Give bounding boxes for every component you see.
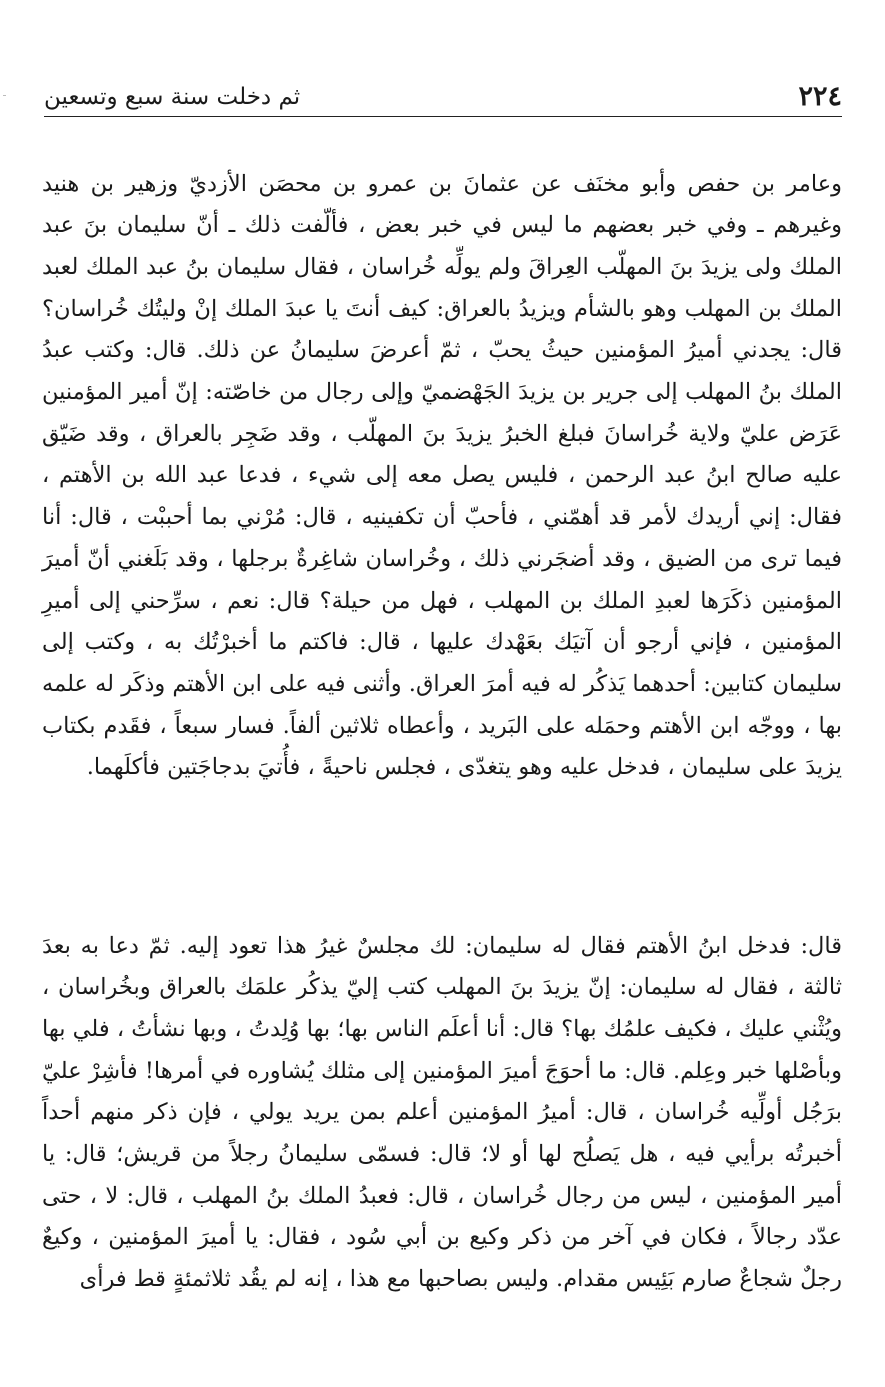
body-paragraph-2: قال: فدخل ابنُ الأهتم فقال له سليمان: لك مجلسٌ غيرُ هذا تعود إليه. ثمّ دعا به بعدَ ثالثة ، فقال له سليمان: إنّ يزيدَ بنَ المهلب كتب إليّ يذكُر علمَك بالعراق وبخُراسان ، ويُثْني عليك ، فكيف علمُك بها؟ قال: أنا أعلَم الناس بها؛ بها وُلِدتُ ، وبها نشأتُ ، فلي بها وبأصْلها خبر وعِلم. قال: ما أحوَجَ أميرَ المؤمنين إلى مثلك يُشاوره في أمرها! فأشِرْ عليّ برَجُل أولِّيه خُراسان ، قال: أميرُ المؤمنين أعلم بمن يريد يولي ، فإن ذكر منهم أحداً أخبرتُه برأيي فيه ، هل يَصلُح لها أو لا؛ قال: فسمّى سليمانُ رجلاً من قريش؛ قال: يا أمير المؤمنين ، ليس من رجال خُراسان ، قال: فعبدُ الملك بنُ المهلب ، قال: لا ، حتى عدّد رجالاً ، فكان في آخر من ذكر وكيع بن أبي سُود ، فقال: يا أميرَ المؤمنين ، وكيعٌ رجلٌ شجاعٌ صارم بَئِيس مقدام. وليس بصاحبها مع هذا ، إنه لم يقُد ثلاثمئةٍ قط فرأى	[42, 932, 842, 1293]
running-title: ثم دخلت سنة سبع وتسعين	[44, 84, 301, 110]
page-header	[44, 70, 842, 117]
body-paragraph-1: وعامر بن حفص وأبو مخنَف عن عثمانَ بن عمرو بن محصَن الأزديّ وزهير بن هنيد وغيرهم ـ وفي خبر بعضهم ما ليس في خبر بعض ، فألّفت ذلك ـ أنّ سليمان بنَ عبد الملك ولى يزيدَ بنَ المهلّب العِراقَ ولم يولِّه خُراسان ، فقال سليمان بنُ عبد الملك لعبد الملك بن المهلب وهو بالشأم ويزيدُ بالعراق: كيف أنتَ يا عبدَ الملك إنْ وليتُك خُراسان؟ قال: يجدني أميرُ المؤمنين حيثُ يحبّ ، ثمّ أعرضَ سليمانُ عن ذلك. قال: وكتب عبدُ الملك بنُ المهلب إلى جرير بن يزيدَ الجَهْضميّ وإلى رجال من خاصّته: إنّ أمير المؤمنين عَرَض عليّ ولاية خُراسانَ فبلغ الخبرُ يزيدَ بنَ المهلّب ، وقد ضَجِر بالعراق ، وقد ضَيّق عليه صالح ابنُ عبد الرحمن ، فليس يصل معه إلى شيء ، فدعا عبد الله بن الأهتم ، فقال: إني أريدك لأمر قد أهمّني ، فأحبّ أن تكفينيه ، قال: مُرْني بما أحببْت ، قال: أنا فيما ترى من الضيق ، وقد أضجَرني ذلك ، وخُراسان شاغِرةٌ برجلها ، وقد بَلَغني أنّ أميرَ المؤمنين ذكَرَها لعبدِ الملك بن المهلب ، فهل من حيلة؟ قال: نعم ، سرِّحني إلى أميرِ المؤمنين ، فإني أرجو أن آتيَك بعَهْدك عليها ، قال: فاكتم ما أخبرْتُك به ، وكتب إلى سليمان كتابين: أحدهما يَذكُر له فيه أمرَ العراق. وأثنى فيه على ابن الأهتم وذكَر له علمه بها ، ووجّه ابن الأهتم وحمَله على البَريد ، وأعطاه ثلاثين ألفاً. فسار سبعاً ، فقَدم بكتاب يزيدَ على سليمان ، فدخل عليه وهو يتغدّى ، فجلس ناحيةً ، فأُتيَ بدجاجَتين فأكلَهما.	[42, 170, 842, 781]
scan-edge-mark	[3, 95, 6, 96]
page-number: ٢٢٤	[798, 81, 842, 112]
